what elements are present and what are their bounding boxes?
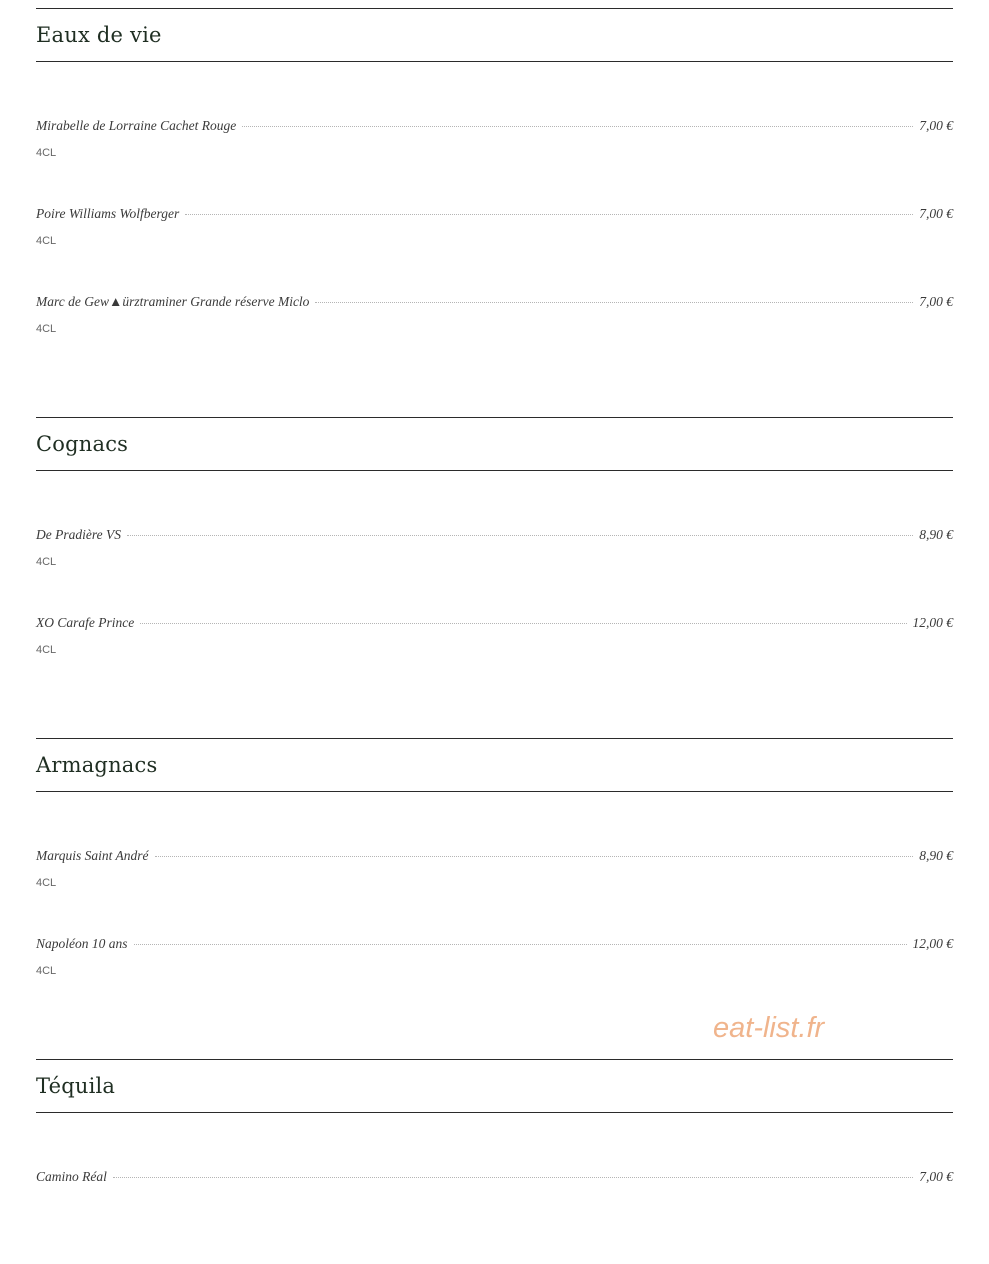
section-title: Cognacs	[36, 432, 129, 456]
watermark: eat-list.fr	[713, 1012, 825, 1044]
item-name: Camino Réal	[36, 1169, 107, 1184]
section-header	[36, 417, 953, 471]
section-title: Téquila	[36, 1074, 116, 1098]
menu-item	[36, 936, 953, 977]
section-tequila	[36, 1059, 953, 1184]
menu-item	[36, 527, 953, 568]
menu-item	[36, 206, 953, 247]
item-name: De Pradière VS	[36, 527, 121, 542]
item-name: Marquis Saint André	[36, 848, 149, 863]
item-price: 12,00 €	[912, 936, 953, 951]
menu-item	[36, 848, 953, 889]
item-price: 7,00 €	[919, 294, 953, 309]
item-size: 4CL	[36, 147, 57, 159]
item-size: 4CL	[36, 965, 57, 977]
dot-leader	[140, 623, 906, 624]
item-price: 8,90 €	[919, 848, 953, 863]
item-name: Mirabelle de Lorraine Cachet Rouge	[36, 118, 237, 133]
item-size: 4CL	[36, 556, 57, 568]
item-size: 4CL	[36, 235, 57, 247]
section-title: Armagnacs	[36, 753, 158, 777]
menu-item	[36, 118, 953, 159]
dot-leader	[315, 302, 913, 303]
item-price: 8,90 €	[919, 527, 953, 542]
item-name: Napoléon 10 ans	[36, 936, 128, 951]
item-price: 7,00 €	[919, 118, 953, 133]
section-header	[36, 1059, 953, 1113]
dot-leader	[127, 535, 913, 536]
item-price: 12,00 €	[912, 615, 953, 630]
item-name: XO Carafe Prince	[36, 615, 135, 630]
section-armagnacs	[36, 738, 953, 977]
menu-item	[36, 1169, 953, 1185]
item-price: 7,00 €	[919, 206, 953, 221]
item-size: 4CL	[36, 644, 57, 656]
section-header	[36, 738, 953, 792]
dot-leader	[242, 126, 913, 127]
item-name: Marc de Gew▲ürztraminer Grande réserve Miclo	[36, 294, 310, 309]
dot-leader	[185, 214, 913, 215]
item-price: 7,00 €	[919, 1169, 953, 1184]
dot-leader	[134, 944, 907, 945]
menu-item	[36, 294, 953, 335]
dot-leader	[113, 1177, 913, 1178]
section-eaux-de-vie	[36, 8, 953, 335]
section-cognacs	[36, 417, 953, 656]
section-header	[36, 8, 953, 62]
menu-item	[36, 615, 953, 656]
dot-leader	[155, 856, 914, 857]
item-size: 4CL	[36, 877, 57, 889]
item-name: Poire Williams Wolfberger	[36, 206, 180, 221]
item-size: 4CL	[36, 323, 57, 335]
section-title: Eaux de vie	[36, 23, 162, 47]
